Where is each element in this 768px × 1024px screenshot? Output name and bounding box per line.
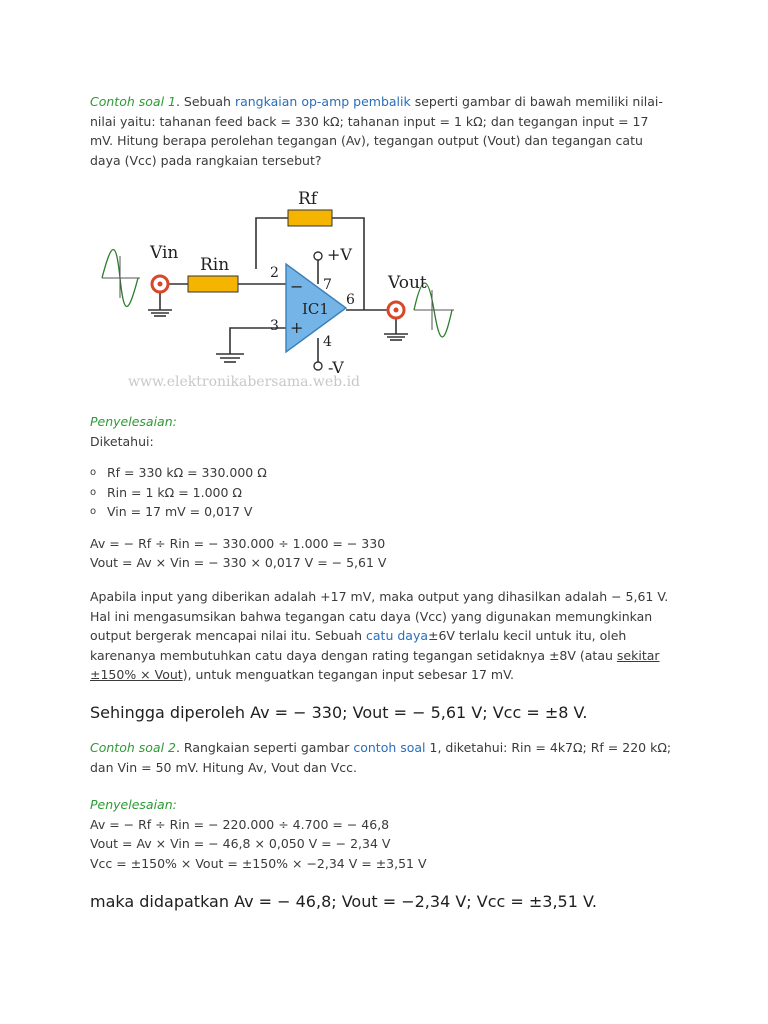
pin-6-label: 6	[346, 292, 355, 308]
example-2-label: Contoh soal 2	[90, 740, 176, 755]
result-1: Sehingga diperoleh Av = − 330; Vout = − 5,61 V; Vcc = ±8 V.	[90, 703, 588, 722]
vout-formula: Vout = Av × Vin = − 330 × 0,017 V = − 5,61 V	[90, 555, 387, 570]
solution-2	[90, 795, 675, 873]
rin-resistor	[188, 276, 238, 292]
inverting-input-sign: −	[290, 277, 304, 296]
list-item: o Vin = 17 mV = 0,017 V	[90, 502, 675, 522]
question-2-text-b: 1, diketahui: Rin = 4k7Ω; Rf = 220 kΩ; dan Vin = 50 mV. Hitung Av, Vout dan Vcc.	[90, 740, 672, 775]
ic-label: IC1	[302, 300, 329, 318]
vcc-formula-2: Vcc = ±150% × Vout = ±150% × −2,34 V = ±3,51 V	[90, 855, 427, 871]
rin-label: Rin	[200, 255, 230, 275]
list-item: o Rf = 330 kΩ = 330.000 Ω	[90, 463, 675, 483]
question-2	[90, 738, 675, 777]
pin-3-label: 3	[270, 318, 279, 334]
known-values-list	[90, 463, 675, 522]
explanation-text-b: ±6V terlalu kecil untuk itu, oleh karenanya membutuhkan catu daya dengan rating tegangan setidaknya ±8V (atau	[90, 628, 627, 663]
rf-resistor	[288, 210, 332, 226]
op-amp-link[interactable]: rangkaian op-amp pembalik	[234, 94, 411, 109]
plus-v-terminal	[314, 252, 322, 260]
solution-1-heading: Penyelesaian:	[90, 414, 177, 429]
question-1-text-a: . Sebuah	[175, 94, 235, 109]
pin-2-label: 2	[270, 265, 279, 281]
noninverting-input-sign: +	[290, 318, 304, 337]
plus-v-label: +V	[327, 245, 352, 264]
solution-2-heading: Penyelesaian:	[90, 797, 177, 812]
pin-7-label: 7	[323, 277, 332, 293]
av-formula-2: Av = − Rf ÷ Rin = − 220.000 ÷ 4.700 = − 46,8	[90, 816, 390, 832]
explanation-paragraph	[90, 587, 675, 685]
minus-v-terminal	[314, 362, 322, 370]
pin-4-label: 4	[323, 334, 332, 350]
solution-1	[90, 412, 675, 573]
example-1-label: Contoh soal 1	[90, 94, 176, 109]
vin-label: Vin	[150, 243, 179, 263]
av-formula: Av = − Rf ÷ Rin = − 330.000 ÷ 1.000 = − 330	[90, 535, 386, 551]
question-1-text-b: seperti gambar di bawah memiliki nilai-nilai yaitu: tahanan feed back = 330 kΩ; tahanan input = 1 kΩ; dan tegangan input = 17 mV. Hitung berapa perolehan tegangan (Av), tegangan output (Vout) dan tegangan catu daya (Vcc) pada rangkaian tersebut?	[90, 94, 663, 168]
contoh-soal-link[interactable]: contoh soal	[353, 740, 426, 755]
vout-formula-2: Vout = Av × Vin = − 46,8 × 0,050 V = − 2,34 V	[90, 836, 391, 851]
result-2: maka didapatkan Av = − 46,8; Vout = −2,34 V; Vcc = ±3,51 V.	[90, 892, 597, 911]
catu-daya-link[interactable]: catu daya	[366, 628, 428, 643]
list-item: o Rin = 1 kΩ = 1.000 Ω	[90, 483, 675, 503]
explanation-text-c: ), untuk menguatkan tegangan input sebesar 17 mV.	[182, 667, 514, 682]
minus-v-label: -V	[328, 358, 344, 377]
rf-label: Rf	[298, 189, 318, 209]
watermark: www.elektronikabersama.web.id	[128, 374, 361, 390]
vout-label: Vout	[388, 273, 427, 293]
known-label: Diketahui:	[90, 433, 154, 449]
question-2-text-a: . Rangkaian seperti gambar	[175, 740, 354, 755]
circuit-diagram	[92, 180, 472, 395]
underlined-text: sekitar ±150% × Vout	[90, 647, 660, 682]
question-1	[90, 92, 675, 170]
explanation-text-a: Apabila input yang diberikan adalah +17 mV, maka output yang dihasilkan adalah − 5,61 V. Hal ini mengasumsikan bahwa tegangan catu daya (Vcc) yang digunakan memungkinkan output bergerak mencapai nilai itu. Sebuah	[90, 589, 669, 643]
